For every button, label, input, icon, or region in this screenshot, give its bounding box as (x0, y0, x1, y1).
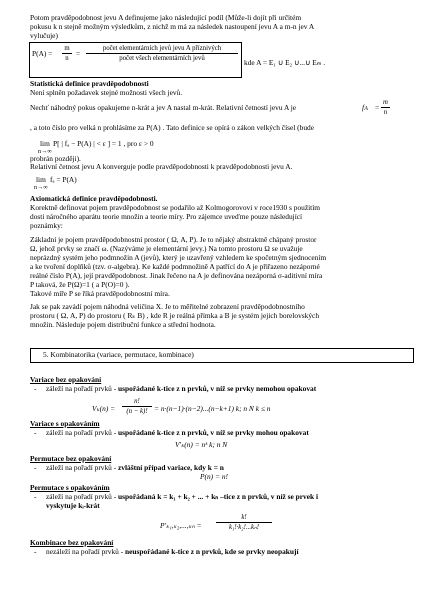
permutace-bez-desc-bold: zvláštní případ variace, kdy k = n (118, 463, 224, 472)
axiom-line-2: poznámky: (30, 221, 63, 230)
classic-formula-lhs: P(A) = (32, 49, 53, 58)
intro-line-3: vylučuje) (30, 31, 58, 40)
classic-formula-tail: kde A = E₁ ∪ E₂ ∪...∪ Eₘ . (244, 58, 326, 67)
permutace-bez-heading: Permutace bez opakování (30, 454, 112, 463)
axiom-line-5: neprázdný systém jeho podmnožin A (jevů), který je uzavřený vzhledem ke spočetným sjednocením (30, 253, 327, 262)
permutace-bez-desc-plain: záleží na pořadí prvků - (46, 463, 119, 472)
intro-line-2: pokusu k n stejně možným výsledkům, z nichž m má za následek nastoupení jevu A a m-n jev A (30, 22, 315, 31)
axiom-line-11: prostoru ( Ω, A, P) do prostoru ( Rₖ B) , kde R je reálná přímka a B je systém jejich borelovských (30, 311, 320, 320)
permutace-s-den: k₁!·k₂!...kₙ! (228, 524, 260, 531)
axiom-line-6: a ke tvoření doplňků (tzv. σ-algebra). Ke každé podmnožině A patřící do A je přiřazeno nezáporné (30, 262, 320, 271)
axiom-line-8: P taková, že P(Ω)=1 ( a P(O)=0 ). (30, 280, 130, 289)
permutace-bez-formula: P(n) = n! (200, 472, 228, 481)
stat-def-line-5: Relativní četnost jevu A konverguje podle pravděpodobnosti k pravděpodobnosti jevu A. (30, 162, 293, 171)
permutace-s-fraction (216, 514, 272, 531)
axiom-line-12: množin. Následuje pojem distribuční funkce a střední hodnota. (30, 320, 216, 329)
permutace-s-lhs: P'ₖ₁,ₖ₂,...,ₖₙ = (160, 521, 202, 530)
stat-def-line-4: probrán později). (30, 154, 81, 163)
variace-bez-fraction (122, 398, 152, 415)
classic-formula-numerator: počet elementárních jevů jevu A příznivých (86, 45, 238, 54)
variace-bez-rhs: = n·(n−1)·(n−2)...(n−k+1) k; n N k ≤ n (154, 404, 271, 413)
variace-bez-desc (46, 385, 316, 394)
kombinace-bez-desc-plain: nezáleží na pořadí prvků - (46, 547, 126, 556)
intro-line-1: Potom pravděpodobnost jevu A definujeme jako následující podíl (Může-li dojít při určitém (30, 13, 302, 22)
permutace-s-num: k! (216, 514, 272, 523)
axiom-line-10: Jak se pak zavádí pojem náhodná veličina X. Je to měřitelné zobrazení pravděpodobnostního (30, 302, 305, 311)
kombinace-bez-desc-bold: neuspořádané k-tice z n prvků, kde se prvky neopakují (125, 547, 299, 556)
axiom-line-3: Základní je pojem pravděpodobnostní prostor ( Ω, A, P). Je to nějaký abstraktně chápaný prostor (30, 235, 317, 244)
axiom-line-0: Korektně definovat pojem pravděpodobnost se podařilo až Kolmogorovovi v roce1930 s použitím (30, 203, 321, 212)
lim-subscript: n→∞ (38, 148, 52, 155)
section-title: 5. Kombinatorika (variace, permutace, kombinace) (43, 350, 194, 359)
permutace-bez-bullet: - (34, 463, 37, 472)
permutace-s-desc-line2: vyskytuje kᵢ-krát (46, 501, 100, 510)
classic-formula-word-fraction (86, 45, 238, 62)
rel-freq-m: m (381, 99, 390, 108)
kombinace-bez-bullet: - (34, 547, 37, 556)
lim2-expression: fₐ = P(A) (50, 175, 77, 184)
rel-freq-f: f (362, 103, 365, 112)
variace-bez-num: n! (122, 398, 152, 407)
axiom-line-1: dosti náročného aparátu teorie množin a teorie míry. Pro zájemce uveďme pouze následující (30, 212, 303, 221)
variace-s-desc (46, 429, 309, 438)
stat-def-line-1: Není splněn požadavek stejné možnosti všech jevů. (30, 88, 183, 97)
variace-s-heading: Variace s opakováním (30, 419, 100, 428)
lim2-word: lim (36, 175, 46, 184)
section-header-box (30, 348, 414, 363)
variace-bez-bullet: - (34, 384, 37, 393)
variace-bez-desc-plain: záleží na pořadí prvků - (46, 384, 119, 393)
kombinace-bez-heading: Kombinace bez opakování (30, 538, 114, 547)
variace-s-formula: V'ₖ(n) = nᵏ k; n N (175, 440, 228, 449)
classic-formula-equals: = (76, 49, 81, 58)
rel-freq-equals: = (375, 103, 380, 112)
permutace-s-desc-bold: uspořádaná k = k₁ + k₂ + ... + kₙ –tice z n prvků, v níž se prvek i (118, 492, 319, 501)
axiom-def-heading: Axiomatická definice pravděpodobnosti. (30, 194, 158, 203)
rel-freq-sub: A (364, 105, 368, 112)
stat-def-heading: Statistická definice pravděpodobnosti (30, 79, 149, 88)
permutace-s-desc-plain: záleží na pořadí prvků - (46, 492, 119, 501)
variace-s-desc-plain: záleží na pořadí prvků - (46, 428, 119, 437)
rel-freq-n: n (383, 109, 388, 116)
rel-freq-fraction (381, 99, 390, 116)
stat-def-line-3: , a toto číslo pro velká n prohlásíme za P(A) . Tato definice se opírá o zákon velkých čísel (bude (30, 123, 315, 132)
lim2-subscript: n→∞ (34, 184, 48, 191)
variace-bez-lhs: Vₖ(n) = (92, 404, 116, 413)
lim-expression: P[ | fₐ − P(A) | < ε ] = 1 , pro ε > 0 (53, 139, 154, 148)
classic-formula-m: m (62, 45, 72, 54)
classic-formula-denominator: počet všech elementárních jevů (119, 55, 205, 62)
permutace-bez-desc (46, 464, 224, 473)
lim-word: lim (40, 139, 50, 148)
stat-def-line-2: Nechť náhodný pokus opakujeme n-krát a jev A nastal m-krát. Relativní četností jevu A je (30, 103, 297, 112)
variace-s-bullet: - (34, 428, 37, 437)
variace-s-desc-bold: uspořádané k-tice z n prvků, v níž se prvky mohou opakovat (118, 428, 309, 437)
classic-formula-mn-fraction (62, 45, 72, 62)
variace-bez-desc-bold: uspořádané k-tice z n prvků, v níž se prvky nemohou opakovat (118, 384, 317, 393)
permutace-s-bullet: - (34, 492, 37, 501)
classic-formula-n: n (65, 55, 69, 62)
axiom-line-4: Ω, jehož prvky se značí ω. (Nazýváme je elementární jevy.) Na tomto prostoru Ω se uvažuje (30, 244, 303, 253)
variace-bez-heading: Variace bez opakování (30, 375, 102, 384)
variace-bez-den: (n − k)! (126, 408, 148, 415)
rel-freq-lhs (362, 104, 368, 114)
kombinace-bez-desc (46, 548, 299, 557)
axiom-line-7: reálné číslo P(A), její pravděpodobnost. Jinak řečeno na A je definována nezáporná σ-aditivní míra (30, 271, 323, 280)
axiom-line-9: Takové míře P se říká pravděpodobnostní míra. (30, 289, 170, 298)
permutace-s-heading: Permutace s opakováním (30, 483, 110, 492)
